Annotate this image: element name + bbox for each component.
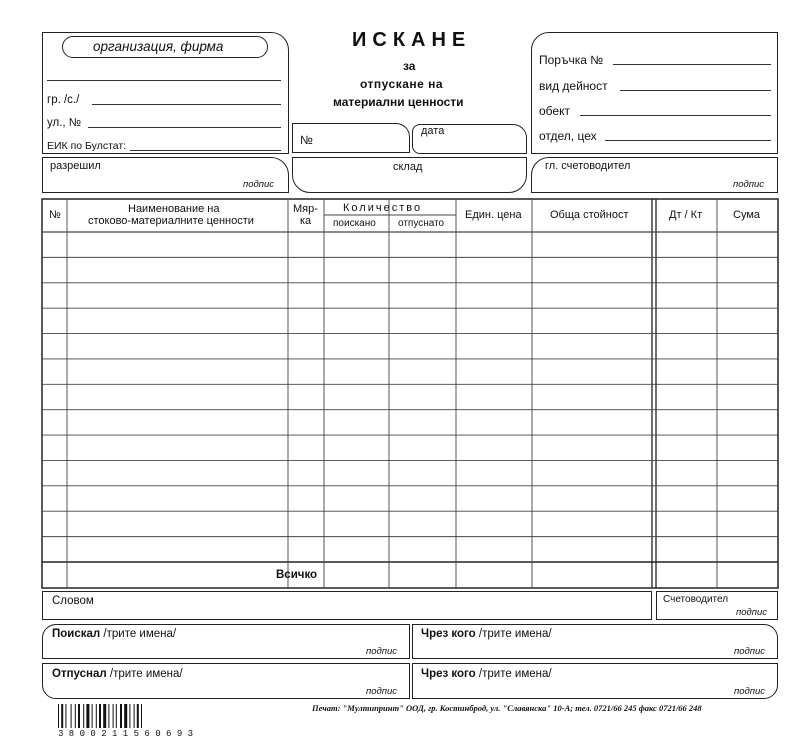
- via-1-bold: Чрез кого: [421, 628, 476, 640]
- col-qty-requested-header: поискано: [333, 218, 376, 229]
- issued-by-rest: /трите имена/: [106, 668, 183, 680]
- document-title: ИСКАНЕ: [352, 29, 472, 51]
- number-label: №: [300, 133, 313, 147]
- subtitle-material: материални ценности: [333, 95, 464, 109]
- issued-by-bold: Отпуснал: [52, 668, 107, 680]
- print-info: Печат: "Мултипринт" ООД, гр. Костинброд, ул. "Славянска" 10-А; тел. 0721/66 245 факс 0721/66 248: [312, 703, 702, 713]
- via-2-rest: /трите имена/: [475, 668, 552, 680]
- accountant-sign-label: подпис: [736, 607, 768, 618]
- organization-label: организация, фирма: [93, 39, 224, 54]
- requested-by-bold: Поискал: [52, 628, 101, 640]
- date-label: дата: [421, 125, 445, 137]
- eik-label: ЕИК по Булстат:: [47, 140, 127, 152]
- street-label: ул., №: [47, 117, 82, 129]
- allowed-sign-label: подпис: [243, 179, 275, 190]
- col-no-header: №: [49, 209, 61, 221]
- via-1-sign-label: подпис: [734, 646, 766, 657]
- issued-by-sign-label: подпис: [366, 686, 398, 697]
- barcode-digits: 3 8 0 0 2 1 1 5 6 0 6 9 3: [58, 729, 194, 739]
- warehouse-label: склад: [393, 161, 423, 173]
- col-name-header-2: стоково-материалните ценности: [88, 215, 254, 227]
- col-unit-header-2: ка: [300, 215, 312, 227]
- object-label: обект: [539, 104, 570, 118]
- in-words-label: Словом: [52, 595, 94, 607]
- col-unit-price-header: Един. цена: [465, 209, 522, 221]
- department-label: отдел, цех: [539, 129, 597, 143]
- order-label: Поръчка №: [539, 53, 604, 67]
- col-name-header-1: Наименование на: [128, 203, 220, 215]
- via-2-bold: Чрез кого: [421, 668, 476, 680]
- requested-by-sign-label: подпис: [366, 646, 398, 657]
- via-2-sign-label: подпис: [734, 686, 766, 697]
- via-1-rest: /трите имена/: [475, 628, 552, 640]
- allowed-label: разрешил: [50, 160, 101, 172]
- col-qty-issued-header: отпуснато: [398, 218, 445, 229]
- col-quantity-header: Количество: [343, 202, 423, 214]
- col-sum-header: Сума: [733, 209, 761, 221]
- col-unit-header-1: Мяр-: [293, 203, 318, 215]
- city-label: гр. /с./: [47, 94, 80, 106]
- col-dt-kt-header: Дт / Кт: [669, 209, 703, 221]
- requested-by-rest: /трите имена/: [100, 628, 177, 640]
- subtitle-issuing: отпускане на: [360, 77, 444, 91]
- subtitle-for: за: [403, 59, 416, 73]
- col-total-value-header: Обща стойност: [550, 209, 629, 221]
- total-row-label: Всичко: [276, 569, 318, 581]
- activity-label: вид дейност: [539, 79, 608, 93]
- chief-accountant-sign-label: подпис: [733, 179, 765, 190]
- chief-accountant-label: гл. счетоводител: [545, 160, 631, 172]
- accountant-label: Счетоводител: [663, 594, 729, 605]
